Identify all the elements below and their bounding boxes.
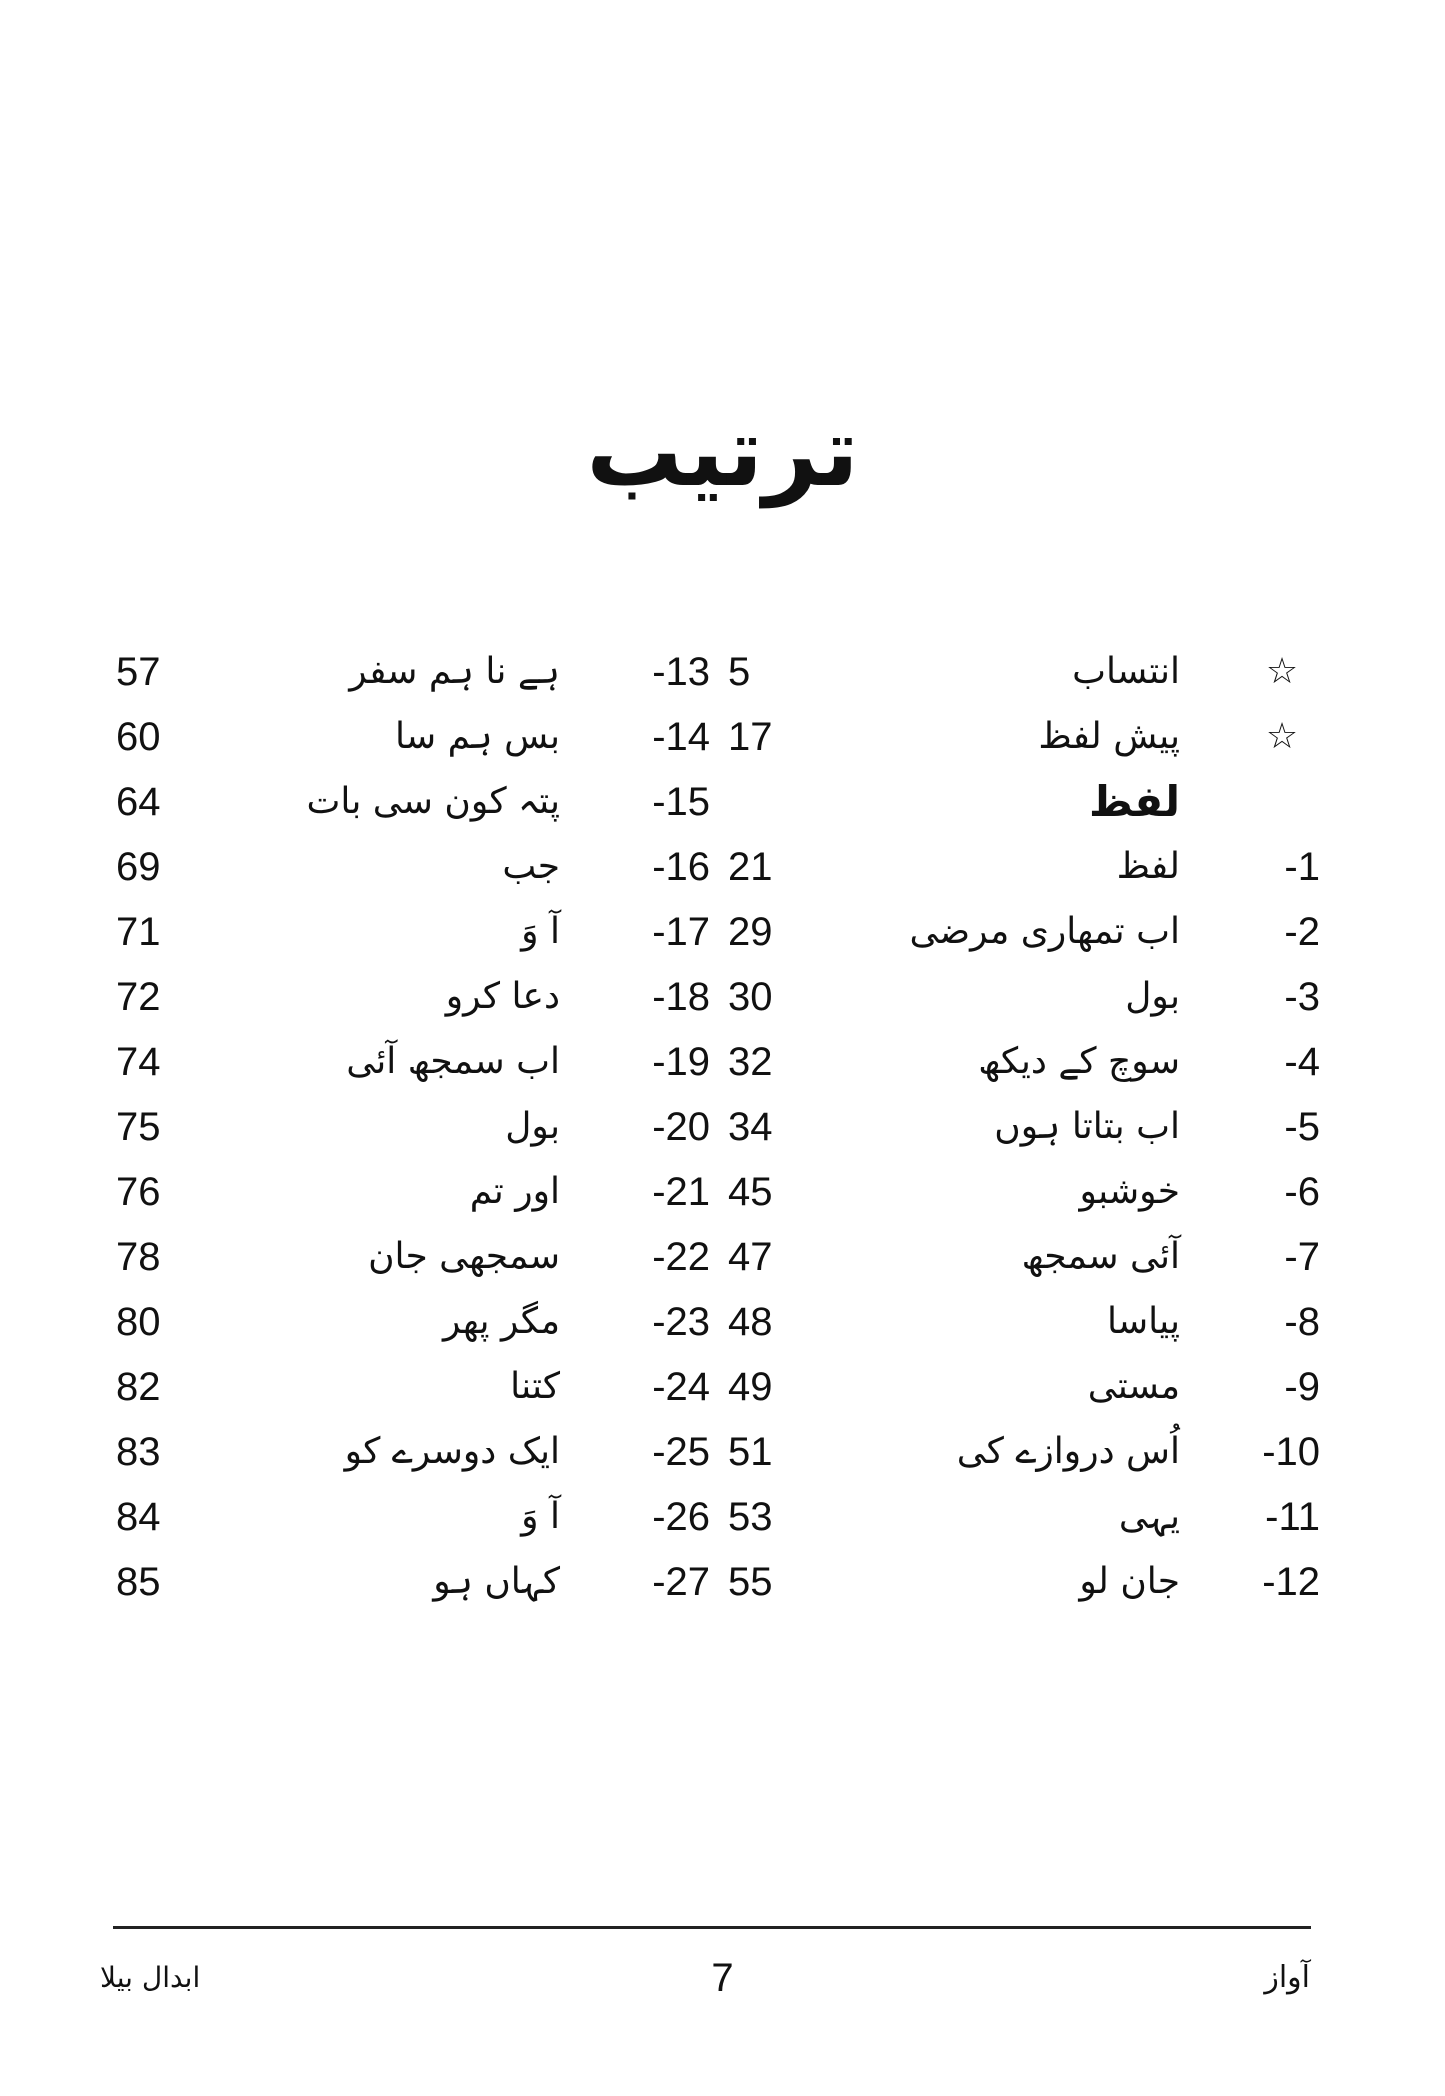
entry-page: 57 [116, 650, 161, 694]
toc-row [0, 707, 1445, 767]
entry-title: لفظ [1116, 846, 1180, 887]
toc-row [0, 1162, 1445, 1222]
toc-row [0, 1097, 1445, 1157]
entry-title: خوشبو [1079, 1171, 1180, 1212]
toc-row [0, 902, 1445, 962]
entry-number: -26 [652, 1495, 710, 1539]
toc-row [0, 772, 1445, 832]
entry-title: اب تمھاری مرضی [909, 911, 1180, 952]
entry-page: 83 [116, 1430, 161, 1474]
entry-number: -12 [1262, 1560, 1320, 1604]
entry-title: آئی سمجھ [1021, 1236, 1180, 1277]
entry-number: -2 [1284, 910, 1320, 954]
entry-page: 51 [728, 1430, 773, 1474]
entry-title: بول [1125, 976, 1180, 1017]
entry-page: 75 [116, 1105, 161, 1149]
entry-page: 34 [728, 1105, 773, 1149]
entry-number: -6 [1284, 1170, 1320, 1214]
entry-page: 48 [728, 1300, 773, 1344]
toc-row [0, 1422, 1445, 1482]
entry-number: -19 [652, 1040, 710, 1084]
footer-divider [113, 1926, 1311, 1929]
entry-page: 55 [728, 1560, 773, 1604]
entry-number: -17 [652, 910, 710, 954]
entry-page: 47 [728, 1235, 773, 1279]
section-heading: لفظ [1089, 777, 1180, 826]
entry-page: 84 [116, 1495, 161, 1539]
entry-number: -13 [652, 650, 710, 694]
entry-number: -3 [1284, 975, 1320, 1019]
entry-page: 60 [116, 715, 161, 759]
toc-row [0, 1487, 1445, 1547]
entry-title: اب سمجھ آئی [346, 1041, 560, 1082]
page-title: ترتیب [586, 396, 859, 508]
star-icon: ☆ [1265, 651, 1299, 692]
footer-author: ابدال بیلا [100, 1961, 201, 1994]
footer-book-title: آواز [1264, 1960, 1310, 1995]
entry-page: 49 [728, 1365, 773, 1409]
toc-row [0, 1552, 1445, 1612]
entry-number: -8 [1284, 1300, 1320, 1344]
entry-number: -25 [652, 1430, 710, 1474]
entry-title: اُس دروازے کی [956, 1431, 1180, 1472]
entry-page: 29 [728, 910, 773, 954]
entry-page: 32 [728, 1040, 773, 1084]
entry-page: 80 [116, 1300, 161, 1344]
entry-page: 85 [116, 1560, 161, 1604]
entry-title: اور تم [469, 1171, 560, 1212]
entry-title: یہی [1118, 1496, 1180, 1537]
toc-row [0, 642, 1445, 702]
entry-page: 5 [728, 650, 751, 694]
entry-number: -23 [652, 1300, 710, 1344]
entry-title: کہاں ہو [433, 1561, 560, 1602]
entry-number: -11 [1265, 1495, 1320, 1539]
entry-page: 71 [116, 910, 161, 954]
entry-number: -22 [652, 1235, 710, 1279]
entry-page: 78 [116, 1235, 161, 1279]
star-icon: ☆ [1265, 716, 1299, 757]
entry-title: اب بتاتا ہوں [994, 1106, 1180, 1147]
entry-number: -10 [1262, 1430, 1320, 1474]
entry-title: سوچ کے دیکھ [978, 1041, 1180, 1082]
entry-title: پیاسا [1107, 1301, 1180, 1342]
entry-page: 21 [728, 845, 773, 889]
footer-page-number: 7 [711, 1956, 734, 2000]
toc-row [0, 1292, 1445, 1352]
entry-page: 45 [728, 1170, 773, 1214]
entry-number: -9 [1284, 1365, 1320, 1409]
entry-number: -21 [652, 1170, 710, 1214]
entry-page: 53 [728, 1495, 773, 1539]
toc-row [0, 967, 1445, 1027]
entry-page: 74 [116, 1040, 161, 1084]
entry-page: 72 [116, 975, 161, 1019]
entry-title: بس ہم سا [395, 716, 560, 757]
entry-title: انتساب [1072, 651, 1180, 692]
entry-title: آ وَ [521, 1496, 560, 1537]
entry-title: دعا کرو [445, 976, 560, 1017]
entry-title: پیش لفظ [1038, 716, 1180, 757]
entry-title: سمجھی جان [368, 1236, 560, 1277]
entry-title: مستی [1087, 1366, 1180, 1407]
entry-title: کتنا [510, 1366, 560, 1407]
entry-number: -16 [652, 845, 710, 889]
entry-number: -15 [652, 780, 710, 824]
entry-number: -4 [1284, 1040, 1320, 1084]
entry-title: جان لو [1079, 1561, 1180, 1602]
toc-row [0, 1227, 1445, 1287]
entry-page: 17 [728, 715, 773, 759]
toc-row [0, 1032, 1445, 1092]
entry-number: -27 [652, 1560, 710, 1604]
entry-title: جب [502, 846, 560, 887]
entry-page: 30 [728, 975, 773, 1019]
entry-title: آ وَ [521, 911, 560, 952]
entry-title: بول [505, 1106, 560, 1147]
entry-number: -5 [1284, 1105, 1320, 1149]
entry-number: -20 [652, 1105, 710, 1149]
entry-page: 82 [116, 1365, 161, 1409]
entry-page: 76 [116, 1170, 161, 1214]
toc-row [0, 1357, 1445, 1417]
entry-title: ایک دوسرے کو [344, 1431, 560, 1472]
entry-title: پتہ کون سی بات [306, 781, 560, 822]
entry-number: -18 [652, 975, 710, 1019]
entry-title: مگر پھر [443, 1301, 560, 1342]
entry-number: -24 [652, 1365, 710, 1409]
entry-number: -1 [1284, 845, 1320, 889]
entry-page: 64 [116, 780, 161, 824]
entry-number: -7 [1284, 1235, 1320, 1279]
entry-title: ہے نا ہم سفر [349, 651, 560, 692]
toc-row [0, 837, 1445, 897]
entry-number: -14 [652, 715, 710, 759]
entry-page: 69 [116, 845, 161, 889]
